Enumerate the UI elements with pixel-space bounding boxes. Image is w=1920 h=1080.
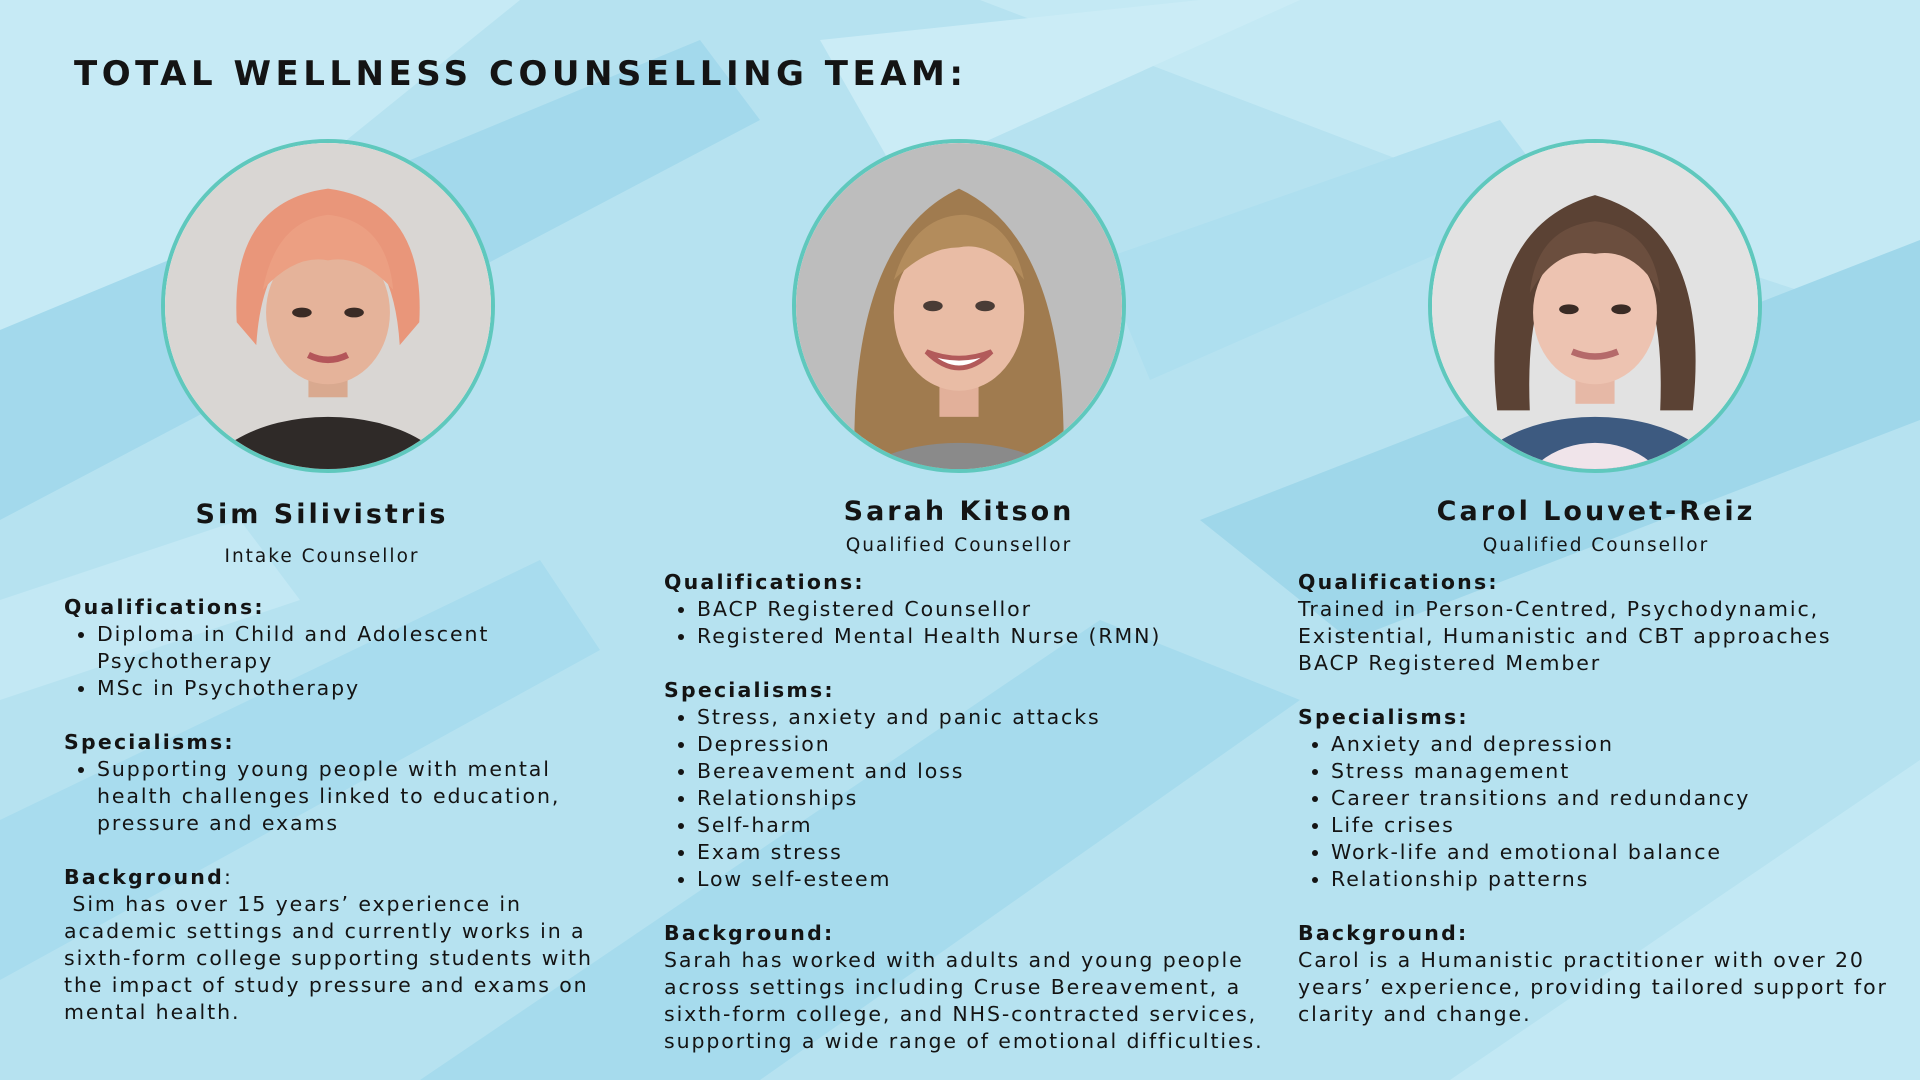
list-item: • Anxiety and depression [1331, 731, 1913, 758]
counsellor-details [664, 569, 1284, 1055]
qualifications-heading: Qualifications: [1298, 570, 1499, 594]
background-colon: : [223, 865, 233, 889]
specialisms-heading: Specialisms: [1298, 705, 1469, 729]
list-item: • Relationship patterns [1331, 866, 1913, 893]
counsellor-name: Carol Louvet-Reiz [1436, 496, 1756, 527]
list-item: • Registered Mental Health Nurse (RMN) [697, 623, 1284, 650]
counsellor-role: Intake Counsellor [224, 546, 420, 567]
counsellor-name: Sim Silivistris [195, 499, 449, 530]
list-item: • Diploma in Child and Adolescent Psychotherapy [97, 621, 527, 675]
counsellor-role: Qualified Counsellor [845, 535, 1073, 556]
list-item: • Life crises [1331, 812, 1913, 839]
specialisms-heading: Specialisms: [64, 730, 235, 754]
page-title: TOTAL WELLNESS COUNSELLING TEAM: [74, 54, 968, 94]
counsellor-name: Sarah Kitson [843, 496, 1075, 527]
qualifications-list [664, 596, 1284, 650]
list-item: • Work-life and emotional balance [1331, 839, 1913, 866]
background-text: Sim has over 15 years’ experience in academic settings and currently works in a sixth-form college supporting students with the impact of study pressure and exams on mental health. [64, 892, 602, 1024]
counsellor-details [1298, 569, 1913, 1028]
list-item: • BACP Registered Counsellor [697, 596, 1284, 623]
qualifications-text: BACP Registered Member [1298, 651, 1602, 675]
list-item: • Career transitions and redundancy [1331, 785, 1913, 812]
avatar-carol [1428, 139, 1762, 473]
qualifications-heading: Qualifications: [664, 570, 865, 594]
specialisms-list [1298, 731, 1913, 893]
list-item: • Self-harm [697, 812, 1284, 839]
counsellor-role: Qualified Counsellor [1482, 535, 1710, 556]
list-item: • Stress, anxiety and panic attacks [697, 704, 1284, 731]
background-heading: Background: [664, 921, 835, 945]
specialisms-list [64, 756, 604, 837]
specialisms-heading: Specialisms: [664, 678, 835, 702]
counsellor-details [64, 594, 604, 1026]
list-item: • Stress management [1331, 758, 1913, 785]
list-item: • Depression [697, 731, 1284, 758]
background-heading-line [64, 864, 604, 891]
portrait-image [796, 143, 1122, 469]
list-item: • MSc in Psychotherapy [97, 675, 604, 702]
background-heading: Background: [1298, 921, 1469, 945]
list-item: • Exam stress [697, 839, 1284, 866]
portrait-image [1432, 143, 1758, 469]
portrait-image [165, 143, 491, 469]
list-item: • Supporting young people with mental health challenges linked to education, pressure and exams [97, 756, 577, 837]
qualifications-list [64, 621, 604, 702]
avatar-sim [161, 139, 495, 473]
background-text: Sarah has worked with adults and young people across settings including Cruse Bereavement, a sixth-form college, and NHS-contracted services, supporting a wide range of emotional difficulties. [664, 948, 1264, 1053]
list-item: • Relationships [697, 785, 1284, 812]
qualifications-text: Trained in Person-Centred, Psychodynamic, Existential, Humanistic and CBT approaches [1298, 597, 1832, 648]
qualifications-heading: Qualifications: [64, 595, 265, 619]
specialisms-list [664, 704, 1284, 893]
background-heading: Background [64, 865, 224, 889]
list-item: • Low self-esteem [697, 866, 1284, 893]
avatar-sarah [792, 139, 1126, 473]
list-item: • Bereavement and loss [697, 758, 1284, 785]
background-text: Carol is a Humanistic practitioner with over 20 years’ experience, providing tailored support for clarity and change. [1298, 948, 1888, 1026]
